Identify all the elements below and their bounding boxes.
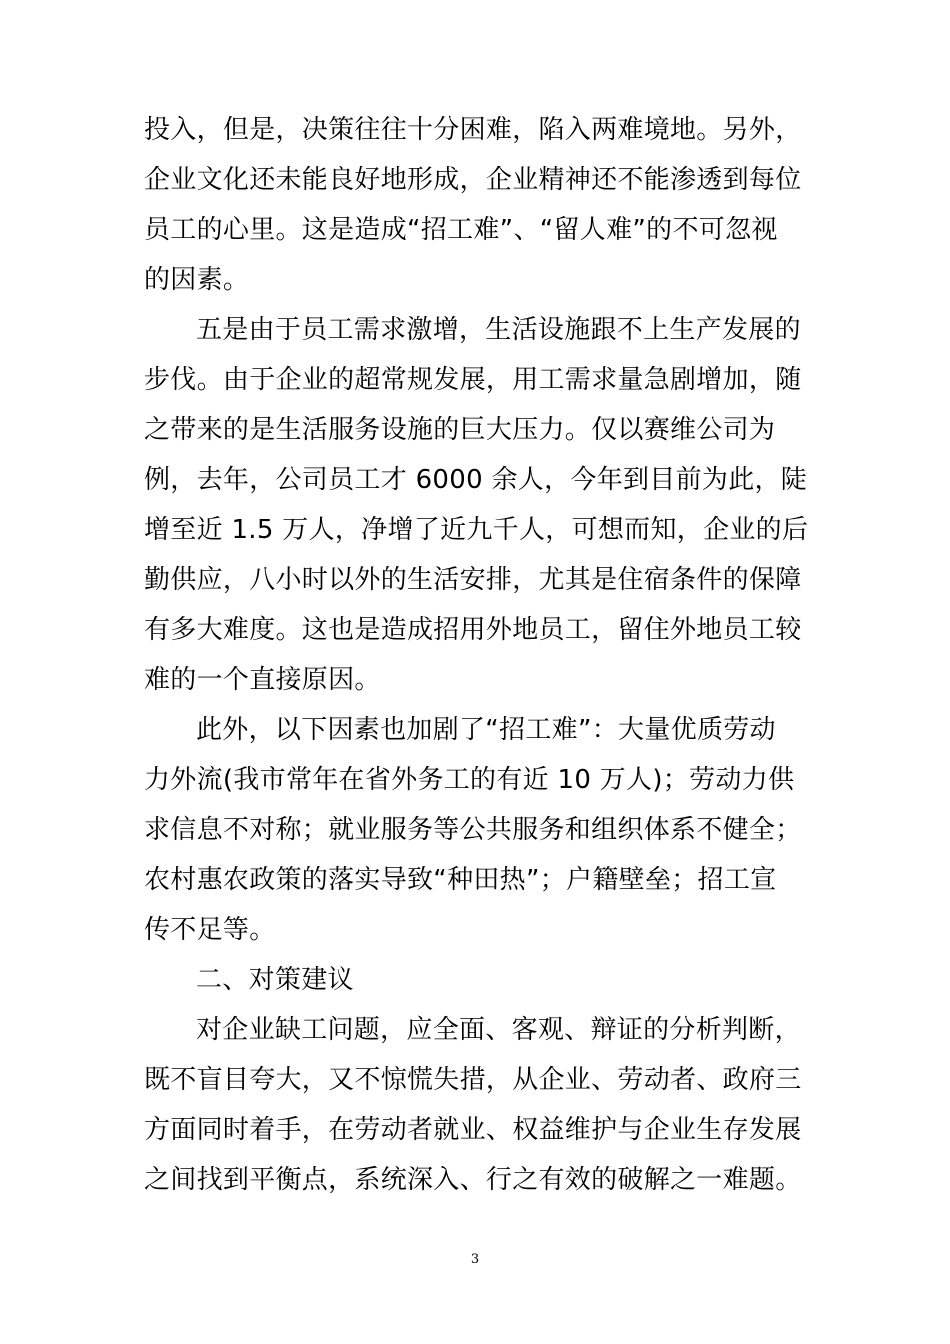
paragraph-first-line: 此外，以下因素也加剧了“招工难”：大量优质劳动	[196, 715, 776, 745]
text-line: 农村惠农政策的落实导致“种田热”；户籍壁垒；招工宣	[144, 865, 777, 895]
text-line: 之间找到平衡点，系统深入、行之有效的破解之一难题。	[144, 1165, 802, 1195]
text-line: 增至近 1.5 万人，净增了近九千人，可想而知，企业的后	[144, 515, 809, 545]
text-line: 之带来的是生活服务设施的巨大压力。仅以赛维公司为	[144, 415, 776, 445]
section-heading: 二、对策建议	[196, 965, 354, 995]
text-line: 投入，但是，决策往往十分困难，陷入两难境地。另外，	[144, 115, 802, 145]
text-line: 有多大难度。这也是造成招用外地员工，留住外地员工较	[144, 615, 802, 645]
text-line: 力外流(我市常年在省外务工的有近 10 万人)；劳动力供	[144, 765, 795, 795]
text-line: 既不盲目夸大，又不惊慌失措，从企业、劳动者、政府三	[144, 1065, 802, 1095]
paragraph-first-line: 五是由于员工需求激增，生活设施跟不上生产发展的	[196, 315, 801, 345]
text-line: 例，去年，公司员工才 6000 余人，今年到目前为此，陡	[144, 465, 808, 495]
text-line: 难的一个直接原因。	[144, 665, 381, 695]
text-line: 方面同时着手，在劳动者就业、权益维护与企业生存发展	[144, 1115, 802, 1145]
text-line: 步伐。由于企业的超常规发展，用工需求量急剧增加，随	[144, 365, 802, 395]
text-line: 求信息不对称；就业服务等公共服务和组织体系不健全；	[144, 815, 802, 845]
text-line: 传不足等。	[144, 915, 276, 945]
text-line: 员工的心里。这是造成“招工难”、“留人难”的不可忽视	[144, 215, 778, 245]
page-number: 3	[470, 1252, 480, 1267]
text-line: 企业文化还未能良好地形成，企业精神还不能渗透到每位	[144, 165, 802, 195]
text-line: 的因素。	[144, 265, 250, 295]
text-line: 勤供应，八小时以外的生活安排，尤其是住宿条件的保障	[144, 565, 802, 595]
paragraph-first-line: 对企业缺工问题，应全面、客观、辩证的分析判断，	[196, 1015, 801, 1045]
